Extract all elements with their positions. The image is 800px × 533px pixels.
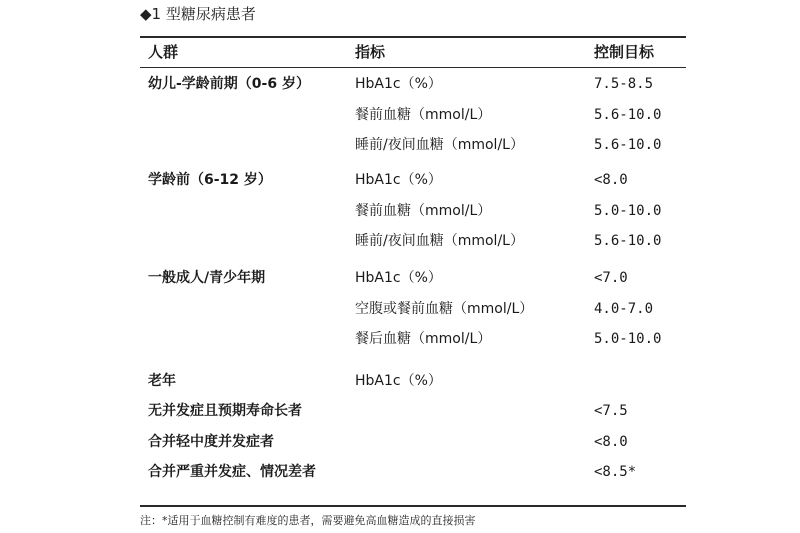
row-target-value: 5.6-10.0 [594,107,662,123]
row-target-value: <7.0 [594,270,628,286]
row-group-label: 合并严重并发症、情况差者 [148,464,316,480]
row-target-value: <8.5* [594,464,637,480]
row-target-value: <7.5 [594,403,628,419]
row-target-value: <8.0 [594,434,628,450]
row-indicator: HbA1c（%） [355,270,442,286]
row-indicator: 餐后血糖（mmol/L） [355,331,492,347]
row-group-label: 学龄前（6-12 岁） [148,172,272,188]
row-indicator: 睡前/夜间血糖（mmol/L） [355,233,524,249]
table-title: ◆1 型糖尿病患者 [140,5,256,23]
row-target-value: 5.0-10.0 [594,203,662,219]
footnote: 注：*适用于血糖控制有难度的患者，需要避免高血糖造成的直接损害 [140,514,476,527]
header-target: 控制目标 [594,43,655,61]
row-indicator: 餐前血糖（mmol/L） [355,107,492,123]
row-group-label: 老年 [148,373,176,389]
row-target-value: 7.5-8.5 [594,76,654,92]
table-header-rule [140,67,686,68]
table-bottom-rule [140,505,686,507]
row-indicator: HbA1c（%） [355,373,442,389]
row-target-value: 5.6-10.0 [594,137,662,153]
row-indicator: 餐前血糖（mmol/L） [355,203,492,219]
row-group-label: 合并轻中度并发症者 [148,434,274,450]
row-group-label: 一般成人/青少年期 [148,270,266,286]
row-indicator: 空腹或餐前血糖（mmol/L） [355,301,534,317]
table-top-rule [140,36,686,38]
row-target-value: 4.0-7.0 [594,301,654,317]
row-target-value: 5.6-10.0 [594,233,662,249]
row-target-value: <8.0 [594,172,628,188]
header-indicator: 指标 [355,43,386,61]
row-group-label: 幼儿-学龄前期（0-6 岁） [148,76,310,92]
row-group-label: 无并发症且预期寿命长者 [148,403,302,419]
row-indicator: 睡前/夜间血糖（mmol/L） [355,137,524,153]
row-target-value: 5.0-10.0 [594,331,662,347]
row-indicator: HbA1c（%） [355,76,442,92]
header-group: 人群 [148,43,179,61]
row-indicator: HbA1c（%） [355,172,442,188]
